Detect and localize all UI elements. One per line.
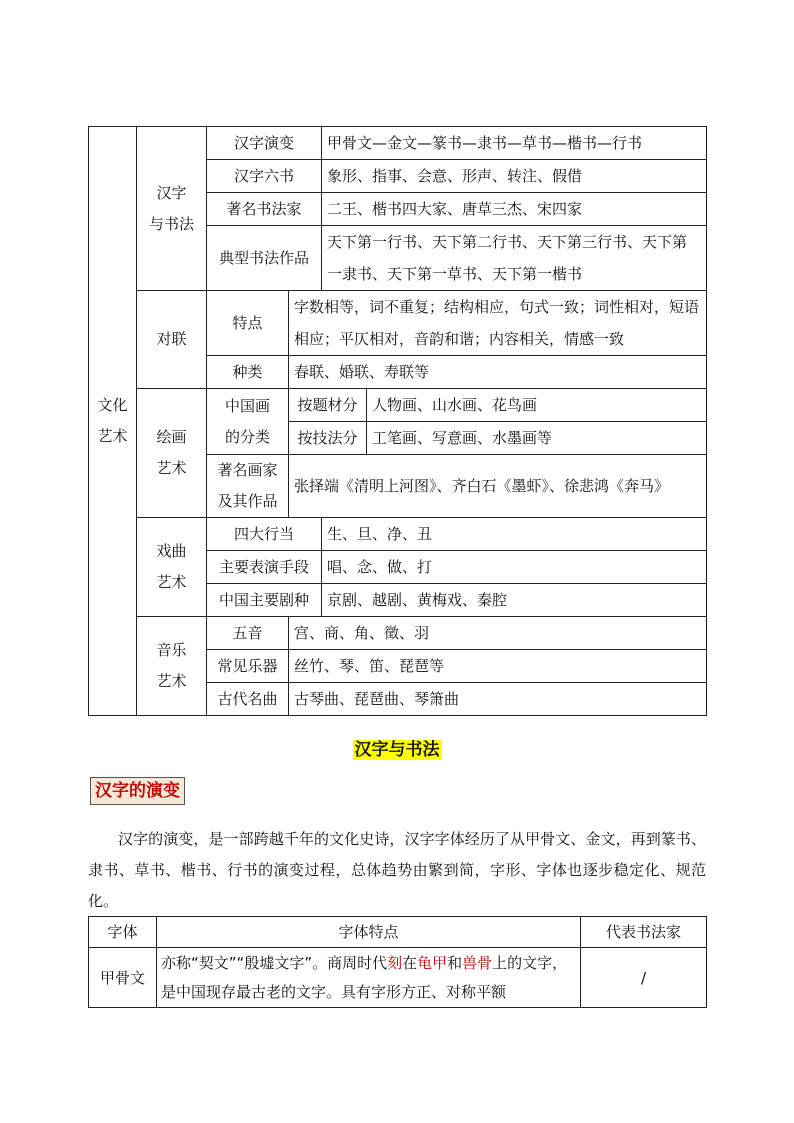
group-label: 绘画 艺术 [137,389,207,518]
desc-text: 上的文字，是中国现存最古老的文字。具有字形方正、对称平额 [161,954,568,1001]
row-value: 二王、楷书四大家、唐草三杰、宋四家 [322,193,707,226]
row-key: 按技法分 [289,422,367,455]
group-label: 音乐 艺术 [137,617,207,716]
desc-red-text: 龟甲 [417,954,448,972]
sub-label: 著名画家 及其作品 [207,455,289,518]
row-key: 特点 [207,291,289,356]
font-desc-cell [157,948,581,1008]
desc-text: 亦称“契文”“殷墟文字”。商周时代 [161,954,388,972]
root-label: 文化 艺术 [89,127,137,716]
script-styles-table [88,916,707,1008]
row-value: 工笔画、写意画、水墨画等 [367,422,707,455]
row-value: 丝竹、琴、笛、琵琶等 [289,650,707,683]
sub-label: 中国画 的分类 [207,389,289,455]
row-value: 京剧、越剧、黄梅戏、秦腔 [322,584,707,617]
row-key: 五音 [207,617,289,650]
header-cell: 字体 [89,917,157,948]
row-key: 中国主要剧种 [207,584,322,617]
desc-text: 和 [447,954,463,972]
row-value: 字数相等，词不重复；结构相应，句式一致；词性相对，短语相应；平仄相对，音韵和谐；内容相关，情感一致 [289,291,707,356]
row-key: 典型书法作品 [207,226,322,291]
row-key: 古代名曲 [207,683,289,716]
row-value: 人物画、山水画、花鸟画 [367,389,707,422]
row-value: 象形、指事、会意、形声、转注、假借 [322,160,707,193]
row-value: 张择端《清明上河图》、齐白石《墨虾》、徐悲鸿《奔马》 [289,455,707,518]
row-value: 宫、商、角、徵、羽 [289,617,707,650]
artist-cell: / [581,948,707,1008]
row-key: 按题材分 [289,389,367,422]
culture-art-outline-table [88,126,707,716]
group-label: 戏曲 艺术 [137,518,207,617]
row-key: 汉字六书 [207,160,322,193]
row-value: 生、旦、净、丑 [322,518,707,551]
row-key: 种类 [207,356,289,389]
row-key: 四大行当 [207,518,322,551]
header-cell: 字体特点 [157,917,581,948]
desc-text: 在 [402,954,418,972]
font-name-cell: 甲骨文 [89,948,157,1008]
row-value: 唱、念、做、打 [322,551,707,584]
row-value: 古琴曲、琵琶曲、琴箫曲 [289,683,707,716]
section-title-text: 汉字与书法 [354,740,440,760]
intro-paragraph: 汉字的演变，是一部跨越千年的文化史诗，汉字字体经历了从甲骨文、金文，再到篆书、隶书、草书、楷书、行书的演变过程，总体趋势由繁到简，字形、字体也逐步稳定化、规范化。 [88,830,706,910]
row-value: 春联、婚联、寿联等 [289,356,707,389]
row-value: 甲骨文—金文—篆书—隶书—草书—楷书—行书 [322,127,707,160]
group-label: 对联 [137,291,207,389]
section-title [0,737,794,763]
row-key: 主要表演手段 [207,551,322,584]
desc-red-text: 兽骨 [462,954,493,972]
row-value: 天下第一行书、天下第二行书、天下第三行书、天下第一隶书、天下第一草书、天下第一楷书 [322,226,707,291]
header-cell: 代表书法家 [581,917,707,948]
group-label: 汉字 与书法 [137,127,207,291]
row-key: 汉字演变 [207,127,322,160]
subsection-title [90,777,185,805]
row-key: 常见乐器 [207,650,289,683]
subsection-title-text: 汉字的演变 [95,781,180,801]
row-key: 著名书法家 [207,193,322,226]
desc-red-text: 刻 [387,954,403,972]
table-row [89,948,707,1008]
